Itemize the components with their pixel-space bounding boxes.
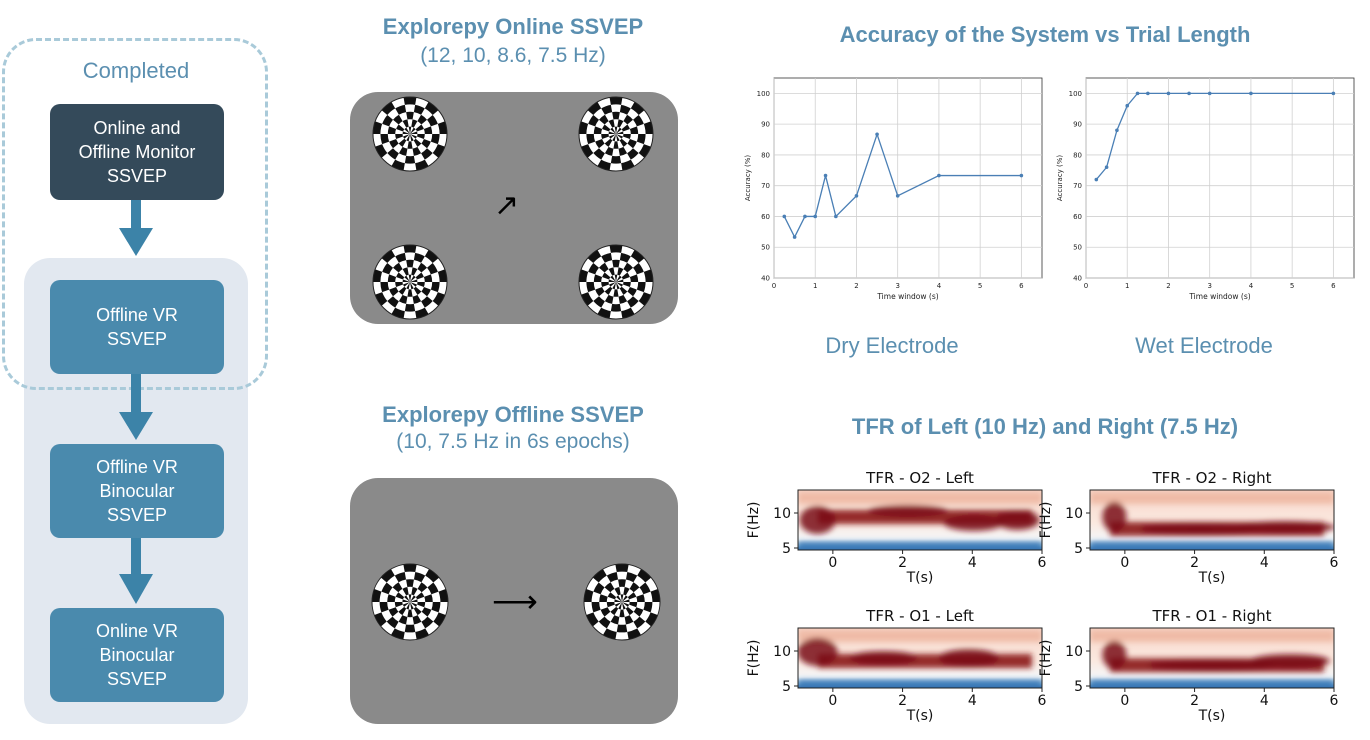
- tfr-power-blob: [996, 510, 1040, 530]
- tfr-power-blob: [1102, 641, 1126, 669]
- y-tick-label: 80: [1073, 151, 1082, 160]
- tfr-high-freq-band: [1090, 630, 1334, 642]
- tfr-power-blob: [1235, 521, 1335, 533]
- y-tick-label: 100: [756, 89, 770, 98]
- tfr-low-band: [798, 680, 1042, 688]
- x-tick-label: 5: [977, 282, 983, 290]
- x-tick-label: 0: [828, 693, 838, 709]
- tfr-low-band: [1090, 542, 1334, 550]
- y-tick-label: 70: [761, 182, 770, 191]
- tfr-heatmaps: [740, 462, 1360, 732]
- online-subtitle: (12, 10, 8.6, 7.5 Hz): [420, 44, 606, 67]
- checker-segment: [618, 579, 626, 587]
- data-point: [783, 215, 787, 219]
- x-tick-label: 4: [1259, 693, 1269, 709]
- checkerboard-stimulus-right: [584, 564, 660, 640]
- tfr-panel: [746, 607, 1047, 724]
- wet-electrode-caption: Wet Electrode: [1135, 333, 1273, 358]
- accuracy-title: Accuracy of the System vs Trial Length: [839, 22, 1251, 47]
- y-tick-label: 5: [782, 679, 791, 695]
- checker-segment: [611, 304, 621, 312]
- online-title: Explorepy Online SSVEP: [382, 14, 644, 39]
- tfr-panel-title: TFR - O2 - Right: [1152, 469, 1272, 487]
- checker-segment: [405, 624, 416, 632]
- checker-segment: [403, 564, 416, 572]
- tfr-low-band: [1090, 680, 1334, 688]
- y-axis-label: F(Hz): [746, 639, 762, 677]
- tfr-panel-title: TFR - O1 - Left: [866, 607, 974, 625]
- data-point: [1187, 92, 1191, 96]
- x-tick-label: 1: [812, 282, 818, 290]
- data-point: [813, 215, 817, 219]
- arrow-head-1: [119, 228, 153, 256]
- x-tick-label: 6: [1329, 555, 1339, 571]
- data-point: [1249, 92, 1253, 96]
- x-tick-label: 0: [1120, 555, 1130, 571]
- dry-accuracy-chart: [730, 64, 1050, 310]
- data-point: [1136, 92, 1140, 96]
- y-tick-label: 40: [1073, 274, 1082, 283]
- flow-box-offline-vr: [50, 280, 224, 374]
- flow-box-label: Offline VR SSVEP: [96, 305, 178, 349]
- x-axis-label: Time window (s): [877, 292, 939, 301]
- checker-segment: [406, 112, 414, 120]
- data-point: [1020, 174, 1024, 178]
- data-point: [1146, 92, 1150, 96]
- y-tick-label: 90: [761, 120, 770, 129]
- direction-arrow-icon: ⟶: [492, 583, 538, 619]
- checker-segment: [404, 245, 417, 253]
- y-axis-label: F(Hz): [1038, 501, 1054, 539]
- checker-segment: [612, 112, 620, 120]
- checker-segment: [406, 260, 414, 268]
- data-point: [896, 194, 900, 198]
- x-tick-label: 4: [1248, 282, 1254, 290]
- y-tick-label: 60: [761, 212, 770, 221]
- x-tick-label: 4: [967, 693, 977, 709]
- y-tick-label: 10: [1065, 644, 1083, 660]
- y-tick-label: 10: [1065, 506, 1083, 522]
- checker-segment: [615, 564, 628, 572]
- y-tick-label: 50: [761, 243, 770, 252]
- data-point: [1105, 165, 1109, 169]
- tfr-power-blob: [849, 651, 917, 665]
- x-tick-label: 5: [1289, 282, 1295, 290]
- y-tick-label: 10: [773, 644, 791, 660]
- checker-segment: [610, 97, 623, 105]
- x-tick-label: 2: [1190, 555, 1200, 571]
- y-tick-label: 100: [1068, 89, 1082, 98]
- completed-label: Completed: [82, 58, 190, 83]
- y-tick-label: 5: [782, 541, 791, 557]
- y-tick-label: 40: [761, 274, 770, 283]
- data-point: [834, 215, 838, 219]
- x-tick-label: 6: [1037, 693, 1047, 709]
- arrow-head-2: [119, 412, 153, 440]
- online-stimulus-panel: [350, 92, 678, 324]
- data-point: [855, 194, 859, 198]
- y-tick-label: 10: [773, 506, 791, 522]
- data-point: [937, 174, 941, 178]
- y-tick-label: 70: [1073, 182, 1082, 191]
- checker-segment: [405, 304, 415, 312]
- checkerboard-stimulus-bottom-left: [373, 245, 447, 319]
- x-tick-label: 0: [1120, 693, 1130, 709]
- checkerboard-stimulus-top-right: [579, 97, 653, 171]
- x-tick-label: 2: [898, 693, 908, 709]
- dry-electrode-caption: Dry Electrode: [825, 333, 959, 358]
- x-tick-label: 0: [1083, 282, 1089, 290]
- x-axis-label: T(s): [906, 708, 934, 724]
- data-point: [1095, 178, 1099, 182]
- x-tick-label: 4: [936, 282, 942, 290]
- data-point: [803, 215, 807, 219]
- tfr-high-freq-band: [798, 630, 1042, 642]
- tfr-high-freq-band: [1090, 492, 1334, 504]
- flow-box-label: Online VR Binocular SSVEP: [95, 621, 179, 689]
- flow-box-label: Online and Offline Monitor SSVEP: [78, 118, 196, 186]
- y-tick-label: 60: [1073, 212, 1082, 221]
- x-tick-label: 2: [1190, 693, 1200, 709]
- offline-subtitle: (10, 7.5 Hz in 6s epochs): [396, 430, 630, 453]
- tfr-panel: [746, 469, 1047, 586]
- flow-box-label: Offline VR Binocular SSVEP: [96, 457, 178, 525]
- tfr-power-blob: [868, 505, 948, 517]
- arrow-shaft-2: [131, 374, 141, 414]
- data-point: [875, 133, 879, 137]
- checkerboard-stimulus-top-left: [373, 97, 447, 171]
- checkerboard-stimulus-left: [372, 564, 448, 640]
- x-tick-label: 2: [1166, 282, 1171, 290]
- tfr-power-blob: [944, 515, 1004, 531]
- data-point: [1167, 92, 1171, 96]
- x-tick-label: 6: [1329, 693, 1339, 709]
- checker-segment: [406, 579, 414, 587]
- y-axis-label: F(Hz): [1038, 639, 1054, 677]
- x-axis-label: T(s): [1198, 570, 1226, 586]
- x-tick-label: 2: [898, 555, 908, 571]
- tfr-low-band: [798, 542, 1042, 550]
- x-tick-label: 0: [771, 282, 777, 290]
- checker-segment: [610, 245, 623, 253]
- tfr-power-blob: [1250, 654, 1330, 668]
- direction-arrow-icon: ↗: [494, 189, 520, 222]
- checker-segment: [404, 97, 417, 105]
- x-tick-label: 1: [1124, 282, 1130, 290]
- tfr-power-band: [818, 654, 1032, 668]
- x-axis-label: T(s): [906, 570, 934, 586]
- flow-box-offline-vr-binocular: [50, 444, 224, 538]
- y-axis-label: Accuracy (%): [1056, 154, 1064, 202]
- checker-segment: [611, 156, 621, 164]
- y-tick-label: 80: [761, 151, 770, 160]
- x-tick-label: 3: [895, 282, 900, 290]
- checker-segment: [617, 624, 628, 632]
- x-axis-label: Time window (s): [1189, 292, 1251, 301]
- x-tick-label: 4: [967, 555, 977, 571]
- y-tick-label: 90: [1073, 120, 1082, 129]
- tfr-high-freq-band: [798, 492, 1042, 504]
- tfr-power-blob: [1102, 502, 1126, 532]
- y-axis-label: F(Hz): [746, 501, 762, 539]
- y-tick-label: 50: [1073, 243, 1082, 252]
- y-tick-label: 5: [1074, 679, 1083, 695]
- arrow-shaft-1: [131, 200, 141, 230]
- x-tick-label: 0: [828, 555, 838, 571]
- data-point: [1208, 92, 1212, 96]
- data-point: [824, 174, 828, 178]
- tfr-power-blob: [800, 506, 836, 534]
- tfr-panel-title: TFR - O1 - Right: [1152, 607, 1272, 625]
- x-tick-label: 3: [1207, 282, 1212, 290]
- x-tick-label: 6: [1037, 555, 1047, 571]
- wet-accuracy-chart: [1042, 64, 1362, 310]
- tfr-panel: [1038, 607, 1339, 724]
- checker-segment: [612, 260, 620, 268]
- arrow-head-3: [119, 574, 153, 604]
- y-axis-label: Accuracy (%): [744, 154, 752, 202]
- data-point: [793, 235, 797, 239]
- tfr-panel-title: TFR - O2 - Left: [866, 469, 974, 487]
- data-point: [1125, 104, 1129, 108]
- x-tick-label: 6: [1331, 282, 1336, 290]
- data-point: [1115, 129, 1119, 133]
- tfr-title: TFR of Left (10 Hz) and Right (7.5 Hz): [851, 414, 1239, 439]
- plot-area: [774, 78, 1042, 278]
- checkerboard-stimulus-bottom-right: [579, 245, 653, 319]
- data-point: [1332, 92, 1336, 96]
- flow-box-online-vr-binocular: [50, 608, 224, 702]
- arrow-shaft-3: [131, 538, 141, 576]
- x-tick-label: 4: [1259, 555, 1269, 571]
- tfr-power-blob: [798, 638, 838, 666]
- y-tick-label: 5: [1074, 541, 1083, 557]
- tfr-power-blob: [939, 649, 999, 667]
- tfr-panel: [1038, 469, 1339, 586]
- offline-stimulus-panel: [350, 478, 678, 724]
- x-tick-label: 6: [1019, 282, 1024, 290]
- offline-title: Explorepy Offline SSVEP: [382, 402, 644, 427]
- x-axis-label: T(s): [1198, 708, 1226, 724]
- x-tick-label: 2: [854, 282, 859, 290]
- checker-segment: [405, 156, 415, 164]
